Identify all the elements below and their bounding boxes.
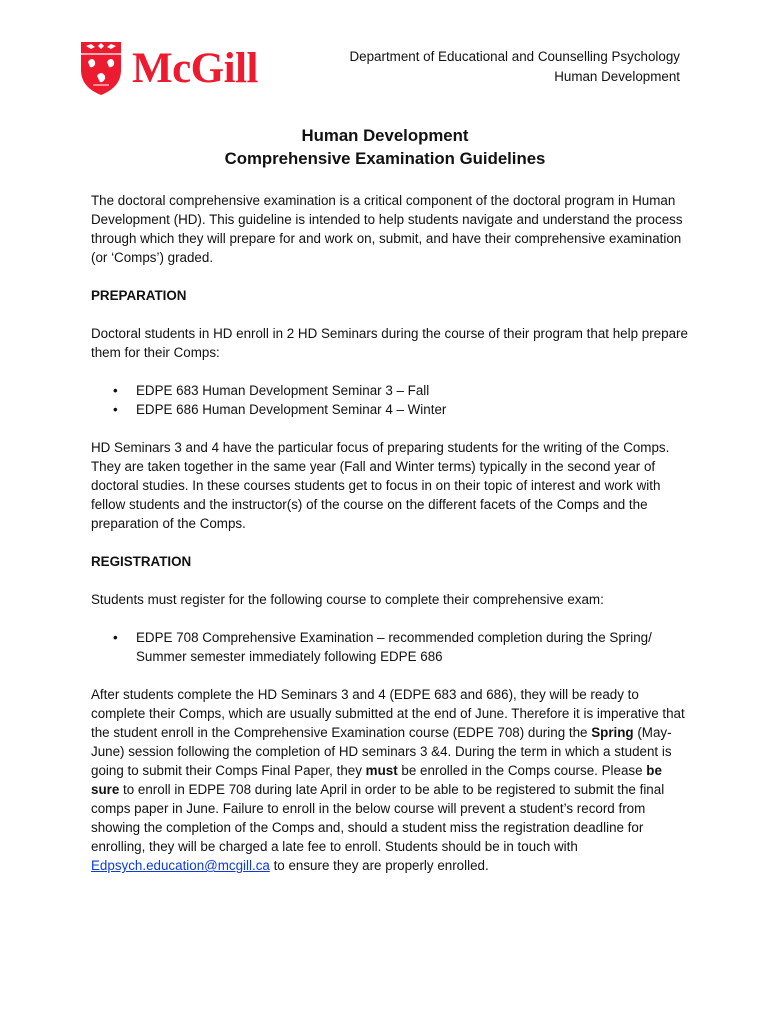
list-item: • EDPE 683 Human Development Seminar 3 – Fall <box>91 381 691 400</box>
registration-heading: REGISTRATION <box>91 554 192 569</box>
list-item: • EDPE 708 Comprehensive Examination – recommended completion during the Spring/ Summer semester immediately following EDPE 686 <box>91 628 691 666</box>
department-name: Department of Educational and Counselling Psychology <box>349 49 680 64</box>
mcgill-shield-icon <box>78 40 124 96</box>
preparation-seminar-list <box>91 381 691 419</box>
department-header <box>349 47 680 87</box>
paragraph-text: After students complete the HD Seminars 3 and 4 (EDPE 683 and 686), they will be ready to complete their Comps, which are usually submitted at the end of June. Therefore it is imperative that the student enroll in the Comprehensive Examination course (EDPE 708) during the <box>91 687 685 740</box>
paragraph-text: to ensure they are properly enrolled. <box>269 858 489 873</box>
registration-course-list <box>91 628 691 666</box>
paragraph-text: be enrolled in the Comps course. Please <box>397 763 647 778</box>
registration-paragraph-2 <box>91 685 691 875</box>
email-link[interactable]: Edpsych.education@mcgill.ca <box>91 858 270 873</box>
title-line-1: Human Development <box>301 126 469 145</box>
title-line-2: Comprehensive Examination Guidelines <box>224 149 546 168</box>
mcgill-logo <box>78 40 258 96</box>
preparation-paragraph-2: HD Seminars 3 and 4 have the particular focus of preparing students for the writing of the Comps. They are taken together in the same year (Fall and Winter terms) typically in the second year of doctoral studies. In these courses students get to focus in on their topic of interest and work with fellow students and the instructor(s) of the course on the different facets of the Comps and the preparation of the Comps. <box>91 440 670 531</box>
list-item: • EDPE 686 Human Development Seminar 4 – Winter <box>91 400 691 419</box>
bold-term-must: must <box>365 763 398 778</box>
preparation-paragraph-1: Doctoral students in HD enroll in 2 HD Seminars during the course of their program that help prepare them for their Comps: <box>91 326 688 360</box>
program-name: Human Development <box>554 69 680 84</box>
preparation-heading: PREPARATION <box>91 288 187 303</box>
document-title <box>0 124 770 170</box>
intro-paragraph: The doctoral comprehensive examination is a critical component of the doctoral program in Human Development (HD). This guideline is intended to help students navigate and understand the process through which they will prepare for and work on, submit, and have their comprehensive examination (or ‘Comps’) graded. <box>91 193 683 265</box>
document-body <box>91 191 691 875</box>
paragraph-text: (May-June) session following the completion of HD seminars 3 &4. During the term in which a student is going to submit their Comps Final Paper, they <box>91 725 672 778</box>
bold-term-be-sure: be sure <box>91 763 662 797</box>
bold-term-spring: Spring <box>591 725 634 740</box>
paragraph-text: to enroll in EDPE 708 during late April in order to be able to be registered to submit the final comps paper in June. Failure to enroll in the below course will prevent a student’s record from showing the completion of the Comps and, should a student miss the registration deadline for enrolling, they will be charged a late fee to enroll. Students should be in touch with <box>91 782 665 854</box>
registration-paragraph-1: Students must register for the following course to complete their comprehensive exam: <box>91 592 604 607</box>
logo-wordmark: McGill <box>132 44 258 92</box>
